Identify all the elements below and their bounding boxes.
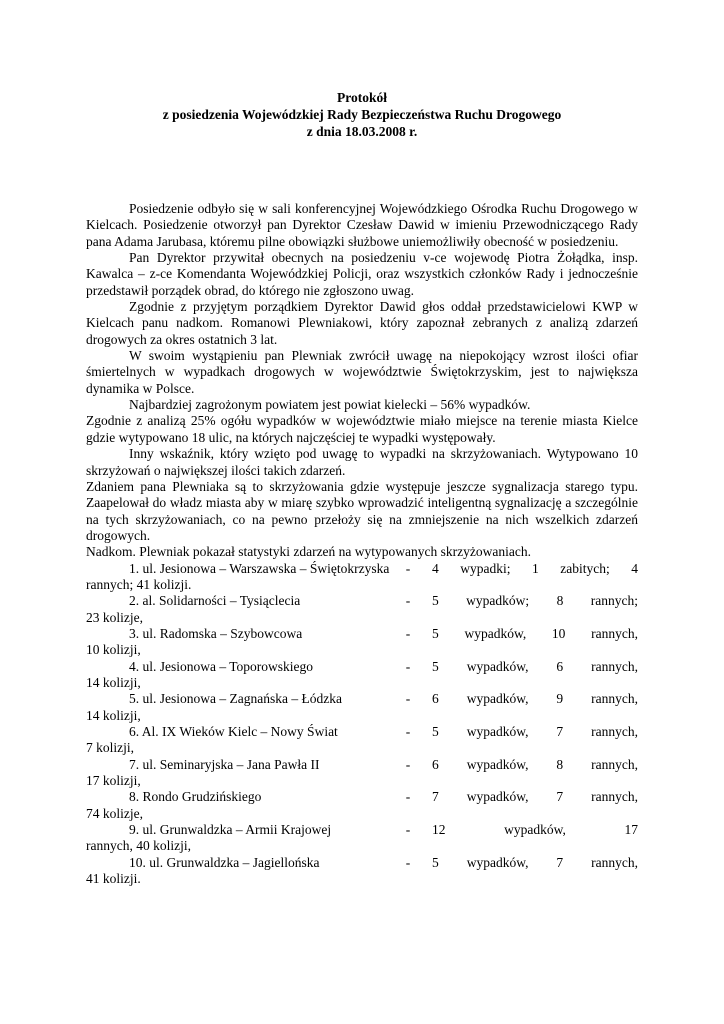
intersection-stats-continued: 41 kolizji. [86, 871, 141, 887]
separator-dash: - [405, 625, 411, 641]
separator-dash: - [405, 724, 411, 739]
intersection-stats: 5 wypadków; 8 rannych; [432, 593, 638, 609]
list-item [86, 561, 638, 594]
intersection-name: 3. ul. Radomska – Szybowcowa [129, 625, 303, 641]
paragraph: Nadkom. Plewniak pokazał statystyki zdarzeń na wytypowanych skrzyżowaniach. [86, 544, 531, 560]
paragraph: Pan Dyrektor przywitał obecnych na posiedzeniu v-ce wojewodę Piotra Żołądka, insp. Kawalca – z-ce Komendanta Wojewódzkiej Policji, oraz wszystkich członków Rady i jednocześnie przedstawił porządek obrad, do którego nie zgłoszono uwag. [86, 250, 638, 298]
intersection-stats: 6 wypadków, 8 rannych, [432, 756, 638, 772]
intersection-stats-continued: rannych, 40 kolizji, [86, 838, 191, 854]
paragraph: W swoim wystąpieniu pan Plewniak zwrócił uwagę na niepokojący wzrost ilości ofiar śmiertelnych w wypadkach drogowych w województwie Świętokrzyskim, jest to największa dynamika w Polsce. [86, 348, 638, 396]
paragraphs [86, 201, 638, 561]
separator-dash: - [405, 789, 411, 805]
list-item [86, 789, 638, 822]
separator-dash: - [405, 658, 411, 674]
document-title: Protokół [337, 90, 387, 105]
document-subtitle: z posiedzenia Wojewódzkiej Rady Bezpieczeństwa Ruchu Drogowego [162, 107, 562, 122]
intersection-stats: 4 wypadki; 1 zabitych; 4 [432, 560, 638, 576]
separator-dash: - [405, 593, 411, 609]
intersection-stats: 6 wypadków, 9 rannych, [432, 691, 638, 707]
intersection-stats: 5 wypadków, 7 rannych, [432, 724, 638, 739]
list-item [86, 822, 638, 855]
list-item [86, 724, 638, 757]
intersection-name: 4. ul. Jesionowa – Toporowskiego [129, 658, 314, 674]
paragraph: Najbardziej zagrożonym powiatem jest powiat kielecki – 56% wypadków. [129, 397, 531, 413]
intersection-name: 5. ul. Jesionowa – Zagnańska – Łódzka [129, 691, 342, 707]
separator-dash: - [405, 756, 411, 772]
intersection-stats-continued: 10 kolizji, [86, 642, 141, 658]
intersection-stats: 5 wypadków, 7 rannych, [432, 854, 638, 870]
separator-dash: - [405, 560, 411, 576]
intersection-stats-continued: 14 kolizji, [86, 707, 141, 723]
intersection-stats: 5 wypadków, 6 rannych, [432, 658, 638, 674]
document-body [86, 201, 638, 887]
intersection-name: 7. ul. Seminaryjska – Jana Pawła II [129, 756, 320, 772]
intersection-stats-continued: 17 kolizji, [86, 773, 141, 789]
paragraph: Zdaniem pana Plewniaka są to skrzyżowania gdzie występuje jeszcze sygnalizacja starego typu. Zaapelował do władz miasta aby w miarę szybko wprowadzić inteligentną sygnalizację a szczególnie na tych skrzyżowaniach, co na pewno przełoży się na zmniejszenie na nich wszelkich zdarzeń drogowych. [86, 478, 638, 543]
paragraph: Posiedzenie odbyło się w sali konferencyjnej Wojewódzkiego Ośrodka Ruchu Drogowego w Kielcach. Posiedzenie otworzył pan Dyrektor Czesław Dawid w imieniu Przewodniczącego Rady pana Adama Jarubasa, któremu pilne obowiązki służbowe uniemożliwiły obecność w posiedzeniu. [86, 201, 638, 249]
intersection-stats-continued: rannych; 41 kolizji. [86, 576, 192, 592]
list-item [86, 757, 638, 790]
list-item [86, 659, 638, 692]
intersection-stats-continued: 7 kolizji, [86, 740, 134, 756]
intersection-stats: 12 wypadków, 17 [432, 822, 638, 838]
paragraph: Zgodnie z analizą 25% ogółu wypadków w województwie miało miejsce na terenie miasta Kielce gdzie wytypowano 18 ulic, na których najczęściej te wypadki występowały. [86, 413, 638, 445]
intersection-name: 8. Rondo Grudzińskiego [129, 789, 262, 805]
intersection-stats: 7 wypadków, 7 rannych, [432, 789, 638, 805]
paragraph: Inny wskaźnik, który wzięto pod uwagę to wypadki na skrzyżowaniach. Wytypowano 10 skrzyżowań o największej ilości takich zdarzeń. [86, 446, 638, 478]
intersection-name: 10. ul. Grunwaldzka – Jagiellońska [129, 854, 320, 870]
intersection-stats-continued: 23 kolizje, [86, 609, 143, 625]
intersection-stats-continued: 14 kolizji, [86, 674, 141, 690]
list-item [86, 593, 638, 626]
intersection-name: 9. ul. Grunwaldzka – Armii Krajowej [129, 822, 332, 838]
intersection-name: 6. Al. IX Wieków Kielc – Nowy Świat [129, 724, 338, 739]
intersection-name: 2. al. Solidarności – Tysiąclecia [129, 593, 301, 609]
intersection-name: 1. ul. Jesionowa – Warszawska – Świętokrzyska [129, 560, 390, 576]
list-item [86, 855, 638, 888]
list-item [86, 626, 638, 659]
intersection-stats: 5 wypadków, 10 rannych, [432, 625, 638, 641]
separator-dash: - [405, 854, 411, 870]
intersection-stats-continued: 74 kolizje, [86, 805, 143, 821]
document-header [0, 89, 724, 140]
list-item [86, 691, 638, 724]
separator-dash: - [405, 822, 411, 838]
paragraph: Zgodnie z przyjętym porządkiem Dyrektor Dawid głos oddał przedstawicielowi KWP w Kielcach panu nadkom. Romanowi Plewniakowi, który zapoznał zebranych z analizą zdarzeń drogowych za okres ostatnich 3 lat. [86, 299, 638, 347]
intersection-list [86, 561, 638, 888]
document-date: z dnia 18.03.2008 r. [306, 124, 418, 139]
separator-dash: - [405, 691, 411, 707]
